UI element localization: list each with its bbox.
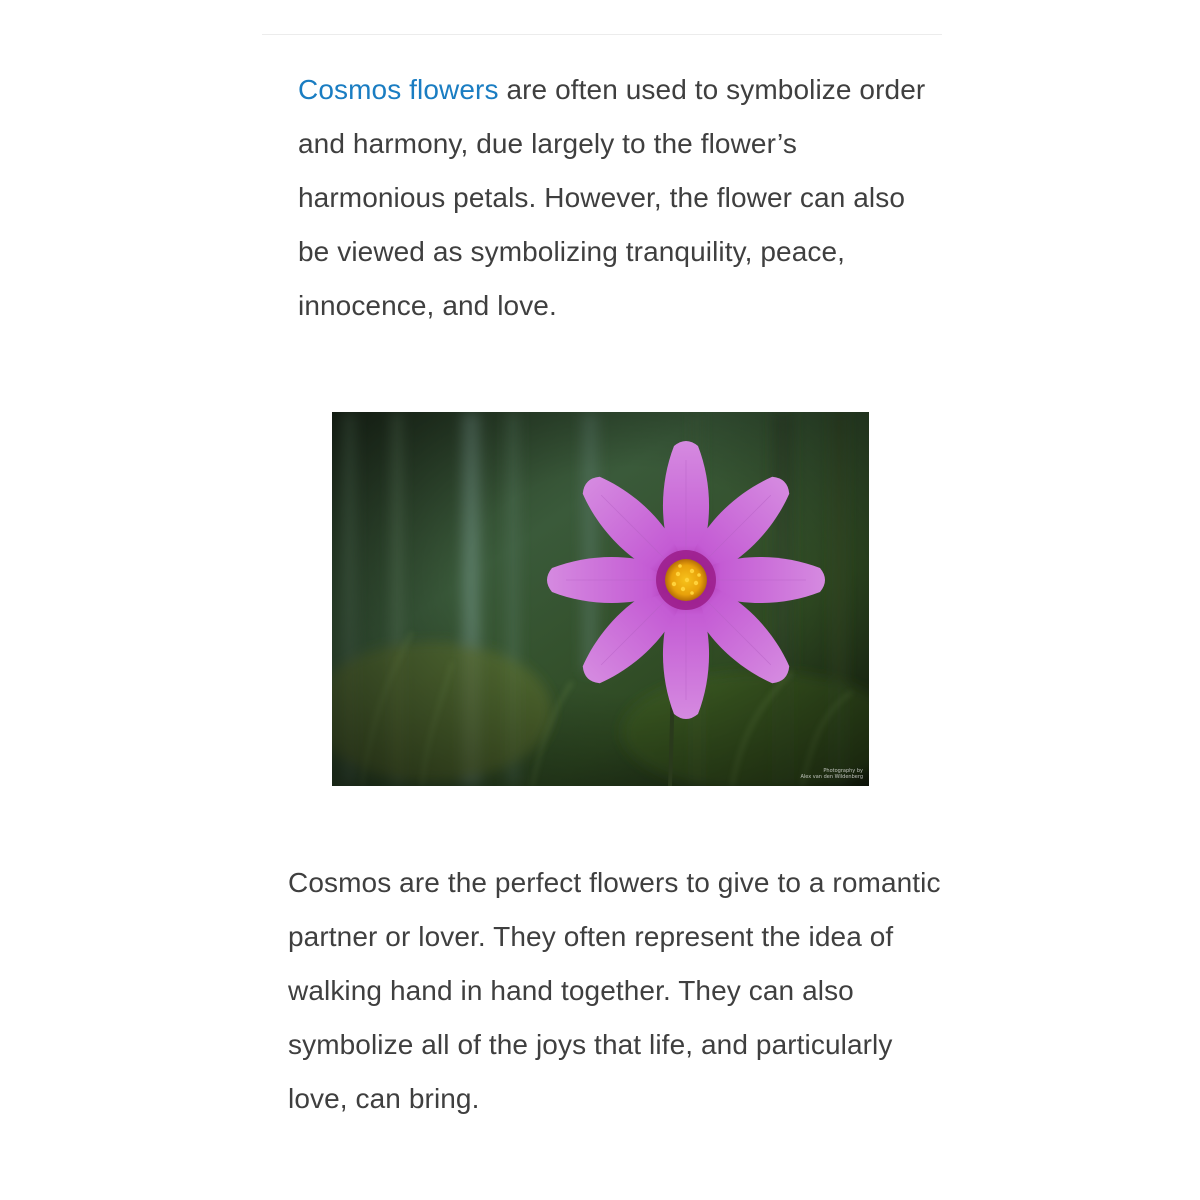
top-divider (262, 34, 942, 35)
photo-credit-line-2: Alex van den Wildenberg (800, 774, 863, 780)
cosmos-flower-photo (332, 412, 869, 786)
photo-credit (800, 768, 863, 780)
cosmos-flower-illustration (332, 412, 869, 786)
cosmos-flowers-link[interactable]: Cosmos flowers (298, 74, 499, 105)
photo-credit-line-1: Photography by (823, 768, 863, 774)
paragraph-symbolism-text: are often used to symbolize order and harmony, due largely to the flower’s harmonious petals. However, the flower can also be viewed as symbolizing tranquility, peace, innocence, and love. (298, 74, 926, 321)
paragraph-romance: Cosmos are the perfect flowers to give to a romantic partner or lover. They often represent the idea of walking hand in hand together. They can also symbolize all of the joys that life, and particularly love, can bring. (288, 867, 941, 1114)
flower-head (547, 441, 825, 719)
paragraph-symbolism (298, 63, 938, 333)
